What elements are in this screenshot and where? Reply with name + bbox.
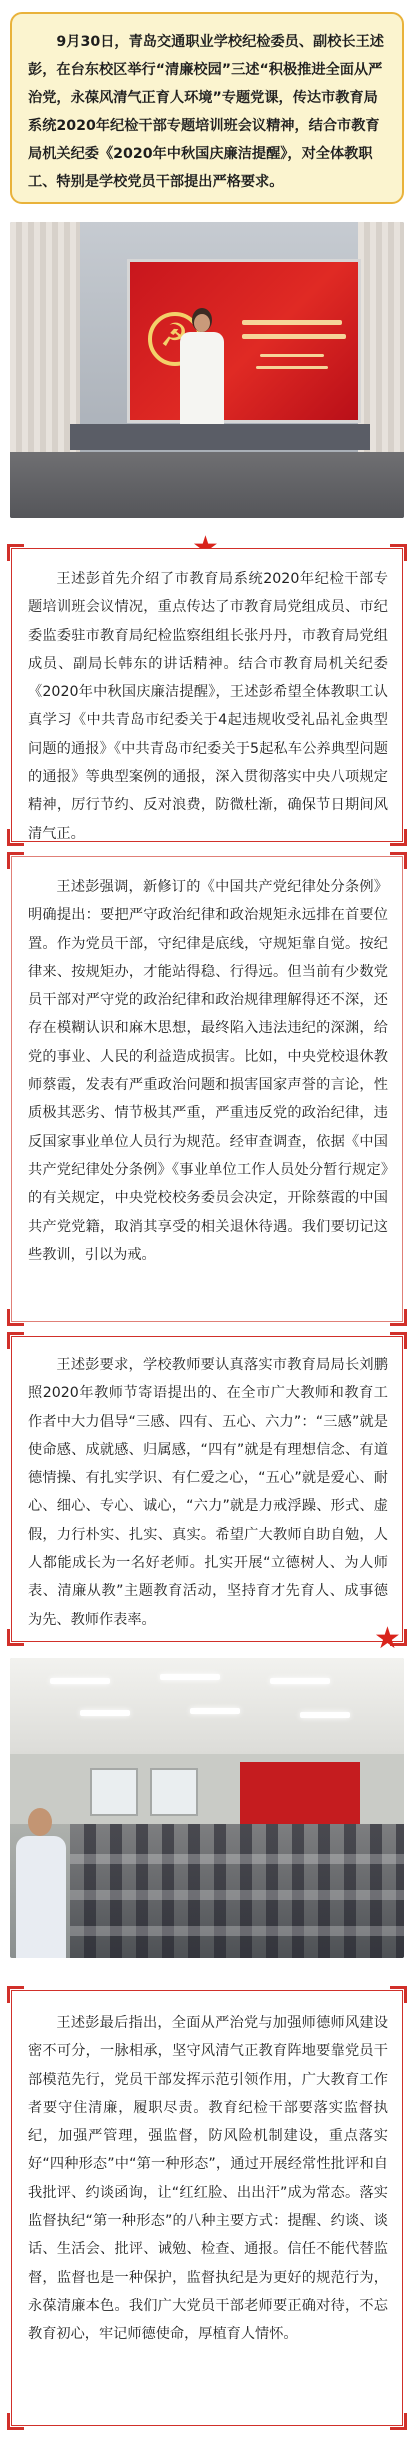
screen-text-line (256, 366, 328, 369)
ceiling-light (50, 1678, 110, 1684)
screen-text-line (260, 354, 324, 357)
corner-bracket-icon (7, 1309, 24, 1326)
screen-text-line (242, 334, 346, 339)
desk (70, 424, 370, 450)
corner-bracket-icon (390, 852, 407, 869)
corner-bracket-icon (390, 1332, 407, 1349)
projector-screen (130, 262, 358, 420)
intro-box (10, 12, 404, 204)
curtain-left (10, 222, 80, 452)
red-banner (240, 1762, 360, 1824)
section-discipline (11, 856, 403, 1322)
corner-bracket-icon (390, 1986, 407, 2003)
speaker-face (194, 314, 210, 332)
ceiling-light (190, 1708, 240, 1714)
speaker-head (28, 1808, 52, 1836)
meeting-photo (10, 222, 404, 518)
corner-bracket-icon (7, 1332, 24, 1349)
screen-text-line (242, 320, 342, 325)
section-meeting-summary (11, 548, 403, 842)
section-text: 王述彭首先介绍了市教育局系统2020年纪检干部专题培训班会议情况，重点传达了市教育局党组成员、市纪委监委驻市教育局纪检监察组组长张丹丹，市教育局党组成员、副局长韩东的讲话精神。结合市教育局机关纪委《2020年中秋国庆廉洁提醒》，王述彭希望全体教职工认真学习《中共青岛市纪委关于4起违规收受礼品礼金典型问题的通报》《中共青岛市纪委关于5起私车公养典型问题的通报》等典型案例的通报，深入贯彻落实中央八项规定精神，厉行节约、反对浪费，防微杜渐，确保节日期间风清气正。 (28, 571, 388, 842)
corner-bracket-icon (7, 1986, 24, 2003)
ceiling-light (80, 1710, 130, 1716)
section-text: 王述彭最后指出，全面从严治党与加强师德师风建设密不可分，一脉相承，坚守风清气正教育阵地要靠党员干部模范先行，党员干部发挥示范引领作用，广大教育工作者要守住清廉，履职尽责。教育纪检干部要落实监督执纪，加强严管理，强监督，防风险机制建设，重点落实好“四种形态”中“第一种形态”，通过开展经常性批评和自我批评、约谈函询，让“红红脸、出出汗”成为常态。落实监督执纪“第一种形态”的八种主要方式：提醒、约谈、谈话、生活会、批评、诫勉、检查、通报。信任不能代替监督，监督也是一种保护，监督执纪是为更好的规范行为，永葆清廉本色。我们广大党员干部老师要正确对待，不忘教育初心，牢记师德使命，厚植育人情怀。 (28, 2015, 388, 2343)
curtain-right (358, 222, 404, 452)
speaker-shirt (180, 332, 224, 428)
red-star-icon: ★ (374, 1621, 401, 1656)
floor (10, 452, 404, 518)
corner-bracket-icon (390, 2413, 407, 2430)
intro-text: 9月30日，青岛交通职业学校纪检委员、副校长王述彭，在台东校区举行“清廉校园”三述“积极推进全面从严治党，永葆风清气正育人环境”专题党课，传达市教育局系统2020年纪检干部专题培训班会议精神，结合市教育局机关纪委《2020年中秋国庆廉洁提醒》，对全体教职工、特别是学校党员干部提出严格要求。 (28, 34, 384, 190)
corner-bracket-icon (7, 829, 24, 846)
corner-bracket-icon (390, 829, 407, 846)
corner-bracket-icon (7, 852, 24, 869)
seat-row (70, 1926, 404, 1936)
speaker-shirt (16, 1836, 66, 1958)
speaker-figure (178, 308, 224, 428)
ceiling (10, 1658, 404, 1754)
ceiling-light (160, 1674, 220, 1680)
corner-bracket-icon (390, 1309, 407, 1326)
section-teacher-requirements (11, 1336, 403, 1642)
corner-bracket-icon (7, 2413, 24, 2430)
window (150, 1768, 198, 1816)
auditorium-photo (10, 1658, 404, 1958)
ceiling-light (270, 1678, 330, 1684)
seat-row (70, 1854, 404, 1864)
section-conclusion (11, 1990, 403, 2426)
ceiling-light (300, 1712, 350, 1718)
corner-bracket-icon (390, 544, 407, 561)
section-text: 王述彭要求，学校教师要认真落实市教育局局长刘鹏照2020年教师节寄语提出的、在全市广大教师和教育工作者中大力倡导“三感、四有、五心、六力”：“三感”就是使命感、成就感、归属感，“四有”就是有理想信念、有道德情操、有扎实学识、有仁爱之心，“五心”就是爱心、耐心、细心、专心、诚心，“六力”就是力戒浮躁、形式、虚假，力行朴实、扎实、真实。希望广大教师自助自勉，人人都能成长为一名好老师。扎实开展“立德树人、为人师表、清廉从教”主题教育活动，坚持育才先育人、成事德为先、教师作表率。 (28, 1357, 388, 1628)
section-text: 王述彭强调，新修订的《中国共产党纪律处分条例》明确提出：要把严守政治纪律和政治规矩永远排在首要位置。作为党员干部，守纪律是底线，守规矩靠自觉。按纪律来、按规矩办，才能站得稳、行得远。但当前有少数党员干部对严守党的政治纪律和政治规律理解得还不深，还存在模糊认识和麻木思想，最终陷入违法违纪的深渊，给党的事业、人民的利益造成损害。比如，中央党校退休教师蔡霞，发表有严重政治问题和损害国家声誉的言论，性质极其恶劣、情节极其严重，严重违反党的政治纪律，违反国家事业单位人员行为规范。经审查调查，依据《中国共产党纪律处分条例》《事业单位工作人员处分暂行规定》的有关规定，中央党校校务委员会决定，开除蔡霞的中国共产党党籍，取消其享受的相关退休待遇。我们要切记这些教训，引以为戒。 (28, 879, 388, 1263)
speaker-figure (14, 1808, 68, 1958)
corner-bracket-icon (7, 1629, 24, 1646)
seat-row (70, 1890, 404, 1900)
corner-bracket-icon (7, 544, 24, 561)
window (90, 1768, 138, 1816)
